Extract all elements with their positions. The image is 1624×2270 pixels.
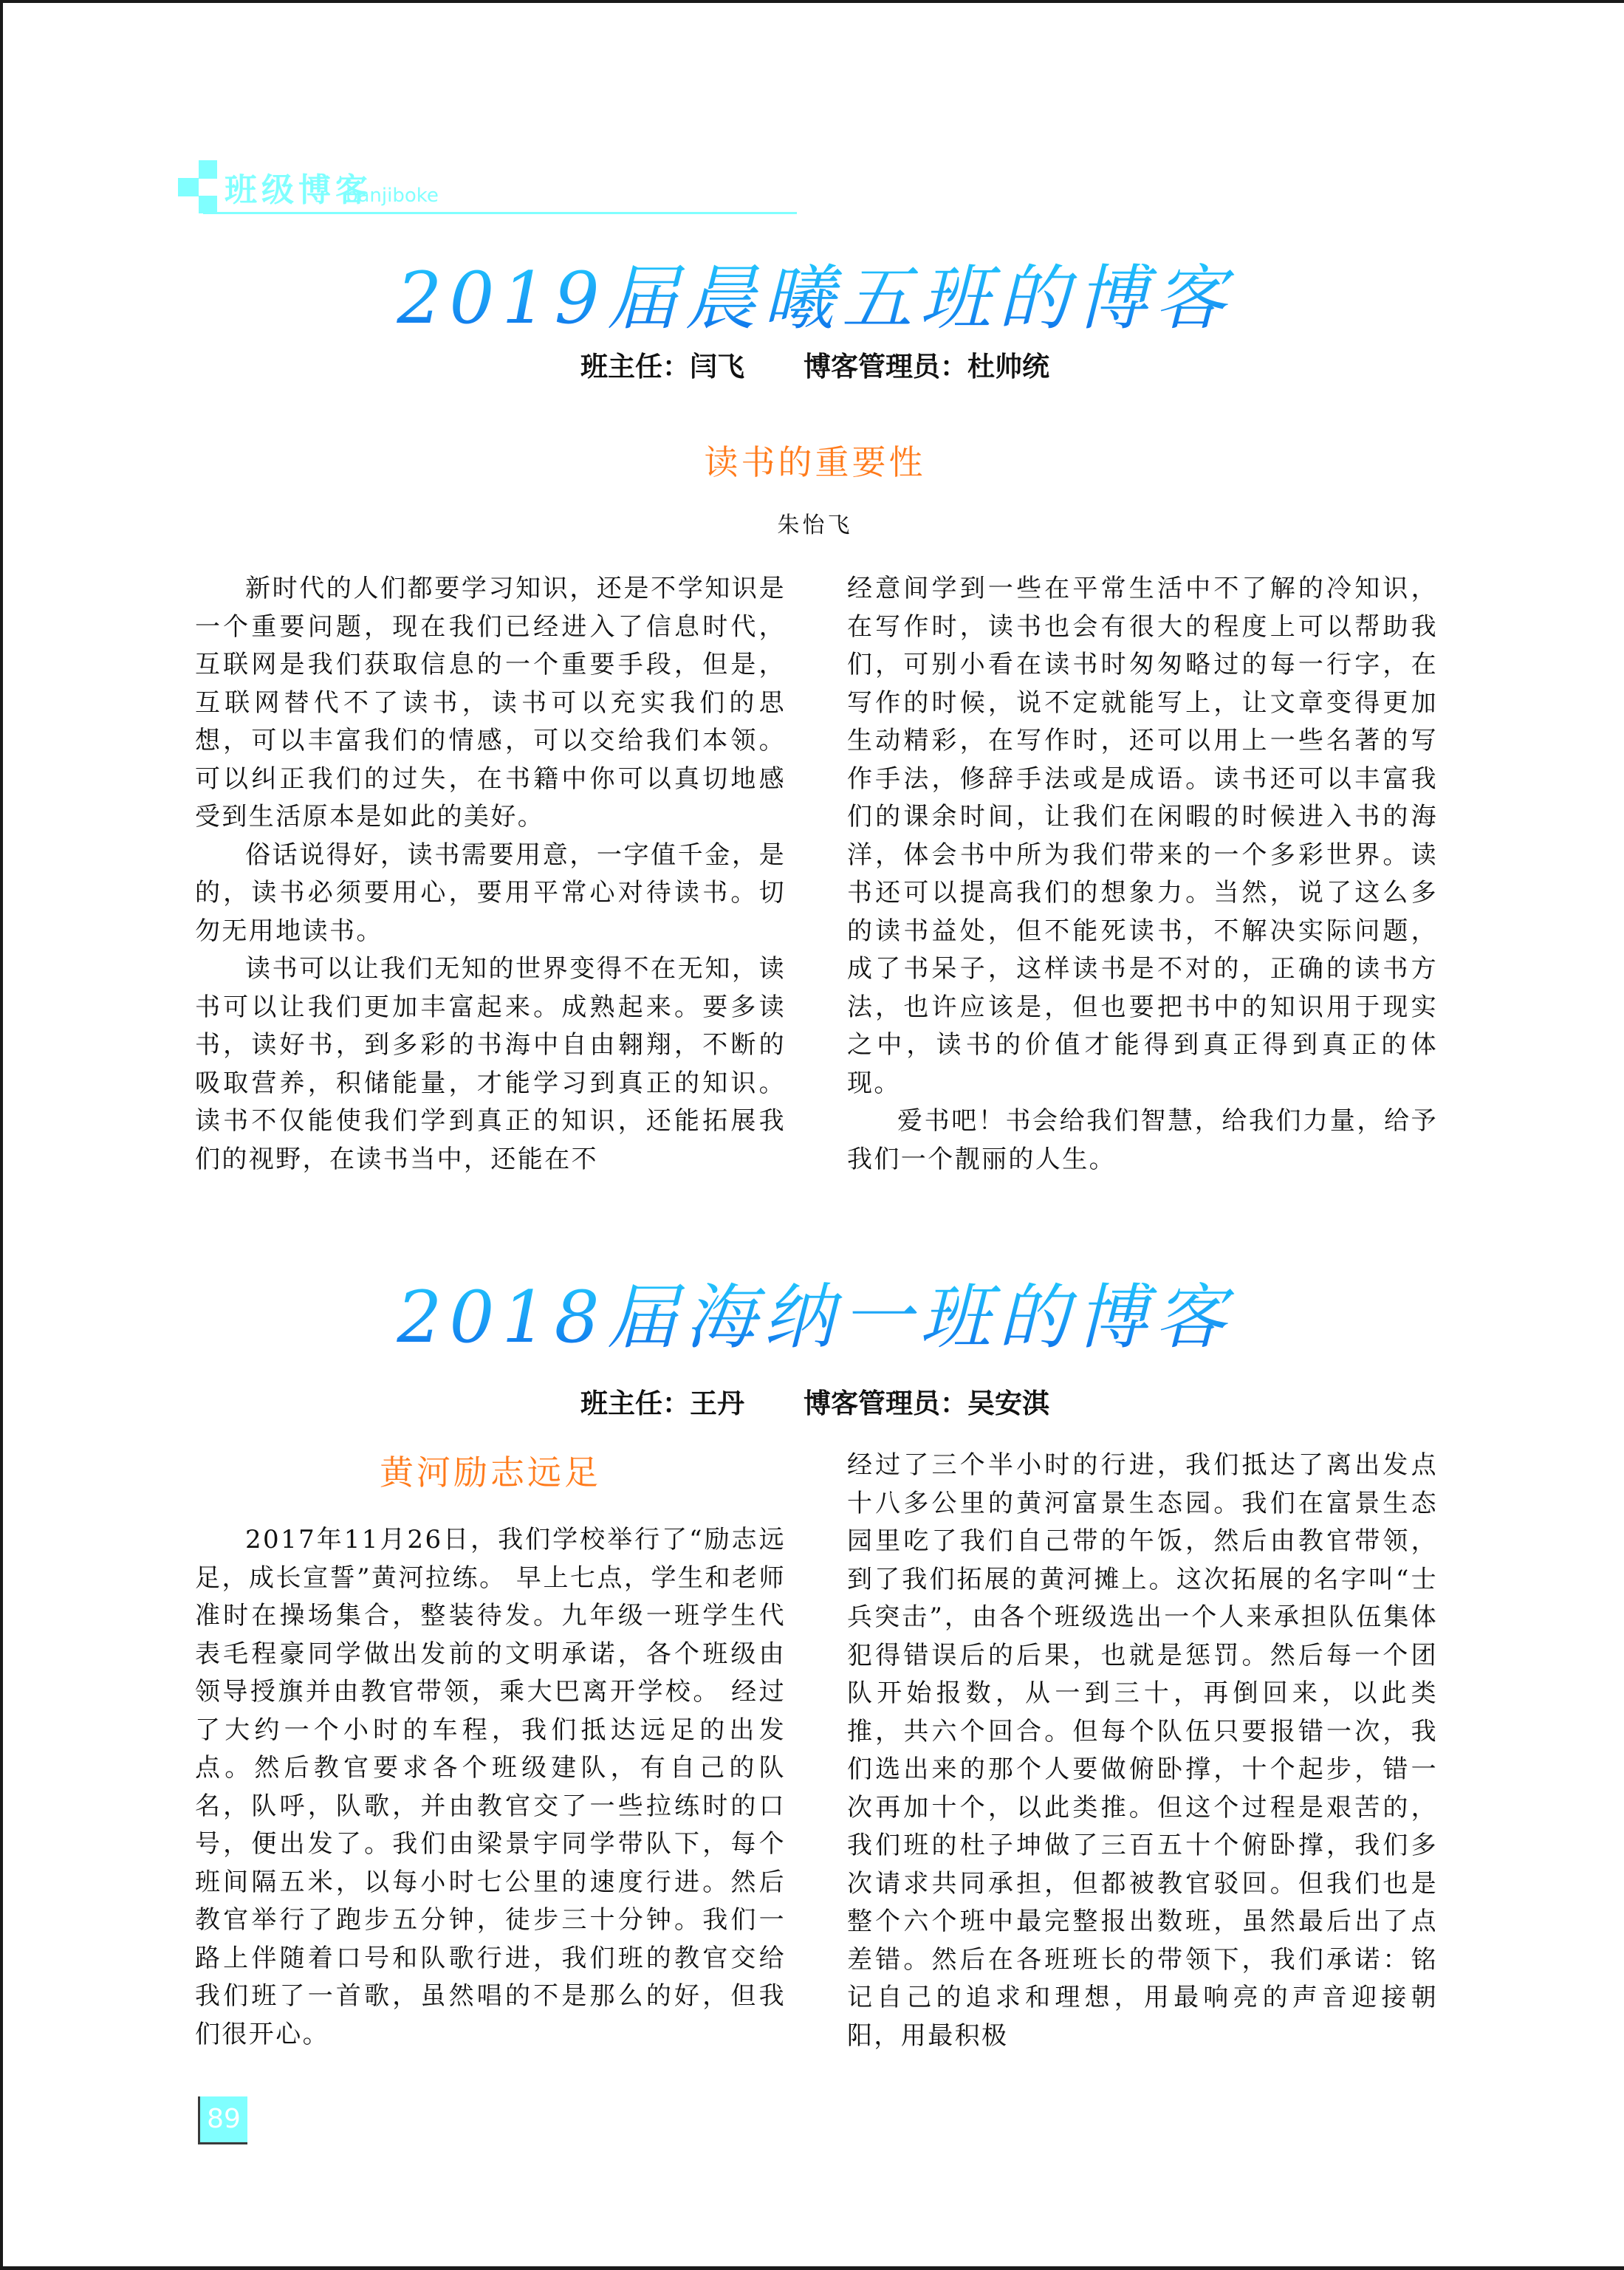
blog-admin: 博客管理员：杜帅统 (804, 351, 1049, 383)
article-left-column (195, 1521, 786, 2054)
blog-meta (3, 1385, 1624, 1422)
class-teacher: 班主任：闫飞 (580, 351, 744, 383)
article-title: 读书的重要性 (704, 442, 926, 482)
paragraph: 经过了三个半小时的行进，我们抵达了离出发点十八多公里的黄河富景生态园。我们在富景生态园里吃了我们自己带的午饭，然后由教官带领，到了我们拓展的黄河摊上。这次拓展的名字叫“士兵突击”，由各个班级选出一个人来承担队伍集体犯得错误后的后果，也就是惩罚。然后每一个团队开始报数，从一到三十，再倒回来，以此类推，共六个回合。但每个队伍只要报错一次，我们选出来的那个人要做俯卧撑，十个起步，错一次再加十个，以此类推。但这个过程是艰苦的，我们班的杜子坤做了三百五十个俯卧撑，我们多次请求共同承担，但都被教官驳回。但我们也是整个六个班中最完整报出数班，虽然最后出了点差错。然后在各班班长的带领下，我们承诺：铭记自己的追求和理想，用最响亮的声音迎接朝阳，用最积极 (847, 1450, 1438, 2051)
blog-meta (3, 349, 1624, 385)
header-square-decoration (199, 160, 217, 179)
header-square-decoration (199, 196, 217, 213)
article-title: 黄河励志远足 (380, 1453, 601, 1492)
blog-title: 2018届海纳一班的博客 (3, 1273, 1624, 1362)
article-left-column (195, 570, 786, 1179)
section-subtitle: banjiboke (346, 185, 439, 207)
paragraph: 经意间学到一些在平常生活中不了解的冷知识，在写作时，读书也会有很大的程度上可以帮助我们，可别小看在读书时匆匆略过的每一行字，在写作的时候，说不定就能写上，让文章变得更加生动精彩，在写作时，还可以用上一些名著的写作手法，修辞手法或是成语。读书还可以丰富我们的课余时间，让我们在闲暇的时候进入书的海洋，体会书中所为我们带来的一个多彩世界。读书还可以提高我们的想象力。当然，说了这么多的读书益处，但不能死读书，不解决实际问题，成了书呆子，这样读书是不对的，正确的读书方法，也许应该是，但也要把书中的知识用于现实之中，读书的价值才能得到真正得到真正的体现。 (847, 574, 1438, 1098)
section-header-rule (203, 212, 797, 214)
paragraph: 2017年11月26日，我们学校举行了“励志远足，成长宣誓”黄河拉练。 早上七点，学生和老师准时在操场集合，整装待发。九年级一班学生代表毛程豪同学做出发前的文明承诺，各个班级由领导授旗并由教官带领，乘大巴离开学校。 经过了大约一个小时的车程，我们抵达远足的出发点。然后教官要求各个班级建队，有自己的队名，队呼，队歌，并由教官交了一些拉练时的口号，便出发了。我们由梁景宇同学带队下，每个班间隔五米，以每小时七公里的速度行进。然后教官举行了跑步五分钟，徒步三十分钟。我们一路上伴随着口号和队歌行进，我们班的教官交给我们班了一首歌，虽然唱的不是那么的好，但我们很开心。 (195, 1525, 786, 2049)
article-author: 朱怡飞 (777, 512, 853, 538)
paragraph: 俗话说得好，读书需要用意，一字值千金，是的，读书必须要用心，要用平常心对待读书。切勿无用地读书。 (195, 840, 786, 946)
paragraph: 新时代的人们都要学习知识，还是不学知识是一个重要问题，现在我们已经进入了信息时代，互联网是我们获取信息的一个重要手段，但是，互联网替代不了读书，读书可以充实我们的思想，可以丰富我们的情感，可以交给我们本领。可以纠正我们的过失，在书籍中你可以真切地感受到生活原本是如此的美好。 (195, 574, 786, 831)
page-number: 89 (198, 2096, 247, 2144)
class-teacher: 班主任：王丹 (580, 1388, 744, 1419)
article-right-column (847, 570, 1438, 1179)
article-right-column (847, 1447, 1438, 2055)
blog-title: 2019届晨曦五班的博客 (3, 254, 1624, 343)
blog-admin: 博客管理员：吴安淇 (804, 1388, 1049, 1419)
paragraph: 读书可以让我们无知的世界变得不在无知，读书可以让我们更加丰富起来。成熟起来。要多读书，读好书，到多彩的书海中自由翱翔，不断的吸取营养，积储能量，才能学习到真正的知识。读书不仅能使我们学到真正的知识，还能拓展我们的视野，在读书当中，还能在不 (195, 954, 786, 1174)
section-title: 班级博客 (225, 171, 372, 209)
header-square-decoration (178, 178, 199, 196)
paragraph: 爱书吧！书会给我们智慧，给我们力量，给予我们一个靓丽的人生。 (847, 1106, 1438, 1174)
